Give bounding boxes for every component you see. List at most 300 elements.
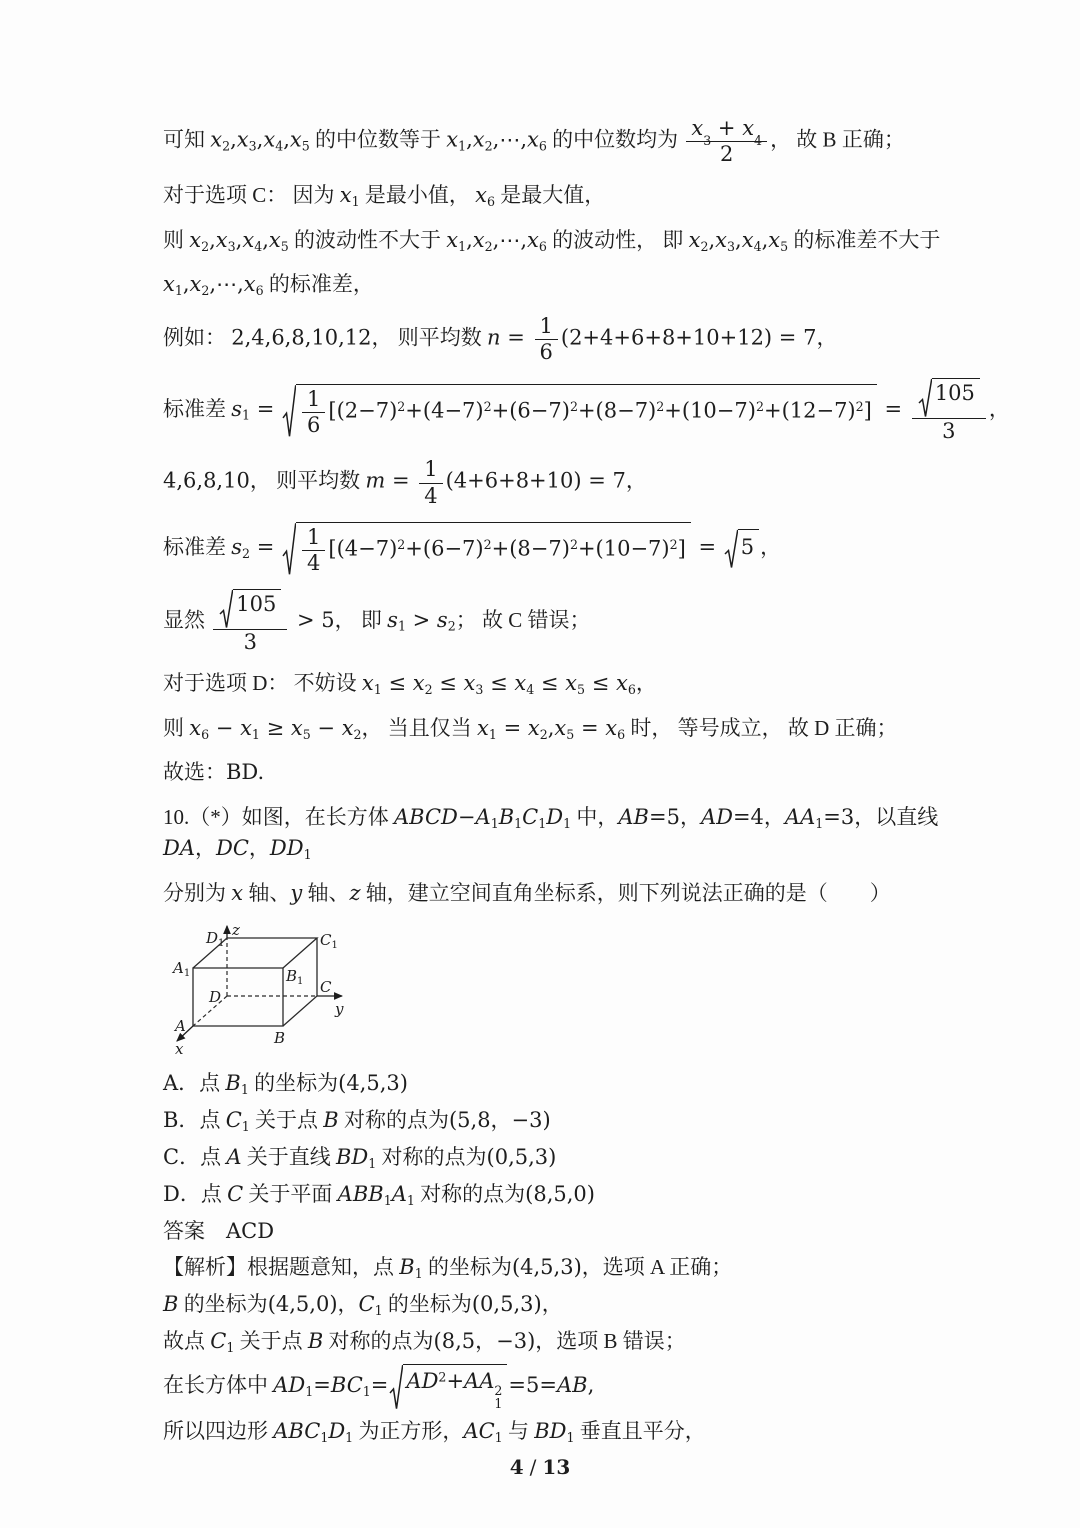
- subscript: 1: [351, 194, 360, 210]
- fraction-denominator: [302, 551, 325, 576]
- math-upright-run: ,⋯,: [209, 272, 244, 297]
- math-upright-run: C．: [163, 1145, 201, 1169]
- math-upright-run: ,: [708, 227, 716, 252]
- line-question-10-stem-cont: [163, 878, 970, 910]
- math-italic-run: x: [263, 127, 276, 152]
- math-upright-run: 4: [424, 483, 438, 508]
- superscript: 2: [669, 537, 678, 553]
- line-option-d-proof: [163, 713, 970, 745]
- math-italic-run: x: [210, 127, 223, 152]
- math-upright-run: ,: [735, 227, 742, 252]
- math-italic-run: x: [243, 272, 256, 297]
- page-number-total: 13: [542, 1455, 571, 1480]
- math-upright-run: ,⋯,: [492, 227, 528, 252]
- superscript: 2: [483, 399, 492, 415]
- superscript: 2: [569, 399, 578, 415]
- math-italic-run: DA: [163, 836, 196, 861]
- math-upright-run: (0,5,3): [471, 1292, 542, 1317]
- subscript: 1: [251, 726, 260, 742]
- math-upright-run: +: [446, 1368, 465, 1393]
- math-upright-run: ,: [283, 127, 290, 152]
- math-italic-run: AA: [784, 804, 816, 829]
- math-italic-run: y: [290, 880, 303, 905]
- text-run: 与: [502, 1419, 535, 1444]
- math-italic-run: C: [522, 804, 539, 829]
- subscript: 1: [320, 1430, 329, 1445]
- math-upright-run: D．: [163, 1181, 201, 1206]
- edge-front-face: [193, 968, 283, 1026]
- math-italic-run: x: [242, 227, 255, 252]
- text-run: 在长方体中: [163, 1372, 274, 1397]
- solution-text-block-bottom: [163, 1069, 970, 1447]
- math-upright-run: ≤: [534, 671, 566, 696]
- cuboid-diagram: [165, 922, 355, 1057]
- subscript: 2: [484, 238, 493, 254]
- text-run: 10.（*）如图，在长方体: [163, 804, 394, 829]
- radical-sign-icon: [724, 529, 738, 569]
- text-run: 例如：: [163, 325, 232, 350]
- subscript: 6: [201, 726, 210, 742]
- subscript: 4: [275, 138, 284, 154]
- text-run: 则: [163, 227, 190, 252]
- math-italic-run: x: [412, 671, 425, 696]
- math-upright-run: −: [457, 804, 476, 829]
- math-italic-run: B: [307, 1329, 324, 1354]
- math-italic-run: BD: [336, 1145, 369, 1169]
- text-run: 答案: [163, 1218, 205, 1243]
- math-italic-run: x: [768, 227, 781, 252]
- label-B1: $B_1$: [286, 967, 304, 988]
- text-run: ，: [635, 671, 657, 696]
- text-run: 轴、: [302, 880, 350, 905]
- math-italic-run: C: [227, 1181, 244, 1206]
- math-italic-run: x: [339, 183, 352, 208]
- subscript: 1: [538, 815, 547, 831]
- subscript: 2: [484, 138, 493, 154]
- line-volatility: [163, 225, 970, 257]
- text-run: 故点: [163, 1329, 211, 1354]
- fraction-denominator: [715, 142, 738, 167]
- text-run: 的坐标为: [382, 1292, 472, 1317]
- math-upright-run: ,: [235, 227, 243, 252]
- line-compare-conclusion: [163, 589, 970, 655]
- math-upright-run: 6: [307, 413, 321, 438]
- math-italic-run: B: [498, 804, 515, 829]
- math-upright-run: (4,5,3): [338, 1071, 408, 1096]
- subscript: 1: [458, 138, 467, 154]
- math-upright-run: (4,5,0): [267, 1292, 338, 1317]
- text-run: 对于选项 C： 因为: [163, 183, 340, 208]
- math-upright-run: −: [209, 715, 241, 740]
- line-final-answer-9: [163, 757, 970, 789]
- math-upright-run: 1: [539, 313, 553, 338]
- fraction: [213, 589, 287, 655]
- text-run: 点: [200, 1181, 228, 1206]
- math-italic-run: AB: [556, 1372, 588, 1397]
- text-run: 则: [163, 715, 190, 740]
- math-upright-run: ,: [761, 227, 769, 252]
- radical-sign-icon: [282, 384, 296, 438]
- text-run: 的标准差，: [263, 272, 374, 297]
- fraction-numerator: [213, 589, 287, 630]
- math-italic-run: x: [615, 671, 628, 696]
- math-italic-run: ABC: [273, 1419, 321, 1444]
- subscript: 1: [397, 618, 406, 634]
- math-upright-run: 105: [236, 592, 277, 617]
- text-run: 的中位数等于: [309, 127, 447, 152]
- radical-sign-icon: [282, 522, 296, 576]
- subscript: 3: [248, 138, 257, 154]
- fraction: [535, 314, 558, 365]
- subscript: 1: [494, 1430, 503, 1445]
- text-run: ， 则平均数: [249, 468, 366, 493]
- subscript: 3: [475, 682, 484, 698]
- math-upright-run: +(8−7): [491, 536, 570, 561]
- text-run: 为正方形，: [353, 1419, 464, 1444]
- subscript: 1: [514, 815, 523, 831]
- fraction-denominator: [937, 419, 960, 444]
- math-upright-run: >: [405, 608, 437, 633]
- math-italic-run: x: [446, 127, 459, 152]
- radicand: [296, 384, 877, 438]
- subscript: 5: [566, 726, 575, 742]
- subscript: 2: [201, 283, 210, 299]
- math-italic-run: x: [240, 715, 252, 740]
- math-italic-run: x: [554, 715, 567, 740]
- math-upright-run: 3: [942, 419, 956, 444]
- math-italic-run: x: [163, 272, 175, 297]
- subscript: 1: [240, 1082, 249, 1098]
- math-italic-run: x: [742, 116, 755, 140]
- math-italic-run: B: [399, 1255, 415, 1280]
- text-run: 垂直且平分，: [574, 1419, 706, 1444]
- math-upright-run: ,: [182, 272, 190, 297]
- math-italic-run: x: [189, 715, 202, 740]
- radical-sign-icon: [219, 589, 233, 629]
- text-run: 标准差: [163, 534, 232, 559]
- subscript: 2: [242, 545, 251, 561]
- cuboid-figure: [165, 922, 355, 1057]
- label-y-axis: y: [335, 1000, 344, 1019]
- text-run: ，: [988, 397, 1010, 422]
- text-run: 分别为: [163, 880, 232, 905]
- text-run: 是最小值，: [359, 183, 476, 208]
- math-upright-run: +(6−7): [405, 536, 484, 561]
- fraction: [419, 457, 442, 508]
- text-run: 的波动性不大于: [288, 227, 447, 252]
- math-upright-run: ≤: [585, 671, 616, 696]
- math-upright-run: 4,6,8,10: [163, 468, 250, 493]
- math-italic-run: s: [231, 397, 243, 422]
- math-upright-run: 1: [307, 387, 321, 412]
- text-run: 的波动性， 即: [546, 227, 689, 252]
- math-upright-run: (8,5，−3): [433, 1329, 536, 1354]
- subscript: 6: [486, 194, 495, 210]
- subscript: 2: [424, 682, 433, 698]
- radical: [282, 384, 877, 438]
- math-upright-run: ACD: [205, 1218, 275, 1243]
- math-italic-run: x: [715, 227, 728, 252]
- math-upright-run: +(8−7): [577, 398, 657, 423]
- math-italic-run: x: [361, 671, 374, 696]
- stack-superscript: 2: [494, 1382, 503, 1398]
- fraction-numerator: [535, 314, 558, 340]
- fraction: [912, 378, 986, 444]
- document-content: [163, 116, 1010, 1447]
- label-A1: $A_1$: [173, 959, 191, 980]
- math-italic-run: BD: [534, 1419, 567, 1444]
- text-run: 关于点: [234, 1329, 308, 1354]
- math-upright-run: =: [574, 715, 606, 740]
- math-upright-run: −: [310, 715, 342, 740]
- text-run: ，: [679, 804, 701, 829]
- math-italic-run: x: [446, 227, 459, 252]
- subscript: 1: [373, 682, 382, 698]
- subscript: 1: [406, 1192, 415, 1208]
- math-upright-run: 2,4,6,8,10,12: [231, 325, 372, 350]
- text-run: ，: [816, 325, 838, 350]
- subscript: 2: [700, 238, 709, 254]
- text-run: 的中位数均为: [546, 127, 684, 152]
- radical: [724, 529, 759, 569]
- text-run: ； 故 C 错误；: [455, 608, 591, 633]
- math-upright-run: +(6−7): [491, 398, 570, 423]
- answer-line: [163, 1217, 970, 1247]
- radicand: [403, 1364, 507, 1410]
- subscript: 5: [302, 726, 311, 742]
- label-C1: $C_1$: [320, 931, 338, 952]
- math-italic-run: m: [365, 468, 386, 493]
- analysis-line-1: [163, 1253, 970, 1283]
- subscript: 1: [305, 1383, 314, 1399]
- math-italic-run: ABB: [337, 1181, 384, 1206]
- math-upright-run: =: [313, 1372, 331, 1397]
- text-run: 【解析】根据题意知，点: [163, 1255, 400, 1280]
- math-italic-run: B: [323, 1108, 339, 1133]
- text-run: 所以四边形: [163, 1419, 274, 1444]
- text-run: ，选项 A 正确；: [581, 1255, 733, 1280]
- label-z-axis: z: [232, 922, 240, 940]
- math-upright-run: 1: [424, 457, 438, 482]
- sup-sub-stack: [494, 1384, 502, 1410]
- subscript: 6: [627, 682, 636, 698]
- math-upright-run: =: [877, 397, 909, 422]
- superscript: 2: [397, 399, 406, 415]
- math-upright-run: ≥: [259, 715, 291, 740]
- line-volatility-cont: [163, 269, 970, 301]
- math-italic-run: x: [605, 715, 618, 740]
- math-upright-run: ]: [863, 398, 872, 423]
- math-italic-run: n: [487, 325, 501, 350]
- radicand: [932, 378, 980, 418]
- analysis-line-3: [163, 1327, 970, 1357]
- text-run: 轴、: [243, 880, 291, 905]
- option-c: [163, 1143, 970, 1173]
- page-number-current: 4: [509, 1455, 524, 1480]
- math-upright-run: (2+4+6+8+10+12) = 7: [560, 325, 817, 350]
- math-italic-run: x: [741, 227, 754, 252]
- text-run: 显然: [163, 608, 211, 633]
- math-italic-run: B: [163, 1292, 179, 1317]
- math-upright-run: =5=: [508, 1372, 557, 1397]
- text-run: 时， 等号成立， 故 D 正确；: [625, 715, 898, 740]
- subscript: 2: [222, 138, 231, 154]
- math-upright-run: =3: [823, 804, 855, 829]
- math-upright-run: ,: [547, 715, 555, 740]
- math-upright-run: 4: [307, 551, 321, 575]
- subscript: 5: [280, 238, 289, 254]
- math-italic-run: AB: [618, 804, 649, 829]
- analysis-line-2: [163, 1290, 970, 1320]
- math-upright-run: ≤: [432, 671, 464, 696]
- line-median-conclusion: [163, 116, 970, 167]
- math-italic-run: x: [289, 127, 302, 152]
- math-upright-run: =: [250, 397, 281, 422]
- text-run: ， 则平均数: [371, 325, 488, 350]
- line-option-c-intro: [163, 180, 970, 212]
- fraction: [302, 525, 325, 576]
- math-italic-run: x: [691, 116, 704, 140]
- math-upright-run: ≤: [381, 671, 413, 696]
- math-upright-run: 2: [720, 142, 734, 167]
- subscript: 1: [174, 283, 183, 299]
- math-italic-run: A: [391, 1181, 407, 1206]
- subscript: 5: [577, 682, 586, 698]
- text-run: ，: [625, 468, 647, 493]
- page-number-separator: /: [529, 1455, 537, 1480]
- text-run: 点: [200, 1145, 227, 1169]
- fraction-numerator: [419, 457, 442, 483]
- fraction: [302, 387, 325, 438]
- line-example-mean-m: [163, 457, 970, 508]
- math-italic-run: x: [189, 272, 202, 297]
- math-italic-run: x: [268, 227, 281, 252]
- superscript: 2: [438, 1369, 447, 1385]
- radical-sign-icon: [918, 378, 932, 418]
- subscript: 6: [538, 138, 547, 154]
- math-italic-run: A: [475, 804, 491, 829]
- subscript: 6: [617, 726, 626, 742]
- radical: [918, 378, 980, 418]
- subscript: 1: [458, 238, 467, 254]
- text-run: 中，: [571, 804, 619, 829]
- subscript: 2: [201, 238, 210, 254]
- math-italic-run: C: [358, 1292, 375, 1317]
- text-run: 对称的点为: [376, 1145, 487, 1169]
- radicand: [233, 589, 281, 629]
- analysis-line-4: [163, 1364, 970, 1410]
- fraction-denominator: [239, 630, 262, 655]
- math-upright-run: =: [691, 534, 723, 559]
- math-upright-run: =5: [648, 804, 680, 829]
- math-italic-run: s: [387, 608, 398, 633]
- math-italic-run: AC: [463, 1419, 495, 1444]
- superscript: 2: [483, 537, 492, 553]
- math-italic-run: z: [349, 880, 361, 905]
- math-upright-run: 5: [740, 535, 755, 559]
- subscript: 3: [727, 238, 736, 254]
- math-italic-run: x: [688, 227, 701, 252]
- option-d: [163, 1180, 970, 1210]
- subscript: 4: [526, 682, 535, 698]
- math-upright-run: 1: [307, 524, 321, 549]
- subscript: 2: [539, 726, 548, 742]
- math-italic-run: DC: [216, 836, 249, 861]
- superscript: 2: [855, 399, 864, 415]
- math-italic-run: D: [328, 1419, 346, 1444]
- superscript: 2: [397, 537, 406, 553]
- text-run: ，: [541, 1292, 563, 1317]
- math-upright-run: ,⋯,: [492, 127, 528, 152]
- math-italic-run: x: [527, 227, 539, 252]
- line-option-d-intro: [163, 668, 970, 700]
- subscript: 1: [362, 1383, 371, 1399]
- math-upright-run: [(4−7): [328, 536, 398, 561]
- text-run: 对称的点为: [323, 1329, 434, 1354]
- math-italic-run: x: [477, 715, 489, 740]
- subscript: 2: [447, 618, 456, 634]
- subscript: 1: [226, 1339, 235, 1355]
- math-upright-run: ,: [230, 127, 237, 152]
- math-italic-run: B: [225, 1071, 241, 1096]
- text-run: ，: [337, 1292, 359, 1317]
- math-italic-run: s: [436, 608, 448, 633]
- line-question-10-stem: [163, 802, 970, 865]
- text-run: ，: [195, 836, 217, 861]
- math-upright-run: (5,8，−3): [448, 1108, 551, 1133]
- math-italic-run: A: [226, 1145, 242, 1169]
- text-run: ， 当且仅当: [361, 715, 478, 740]
- text-run: 点: [199, 1108, 226, 1133]
- math-italic-run: AA: [464, 1368, 495, 1393]
- label-D1: $D_1$: [206, 929, 225, 950]
- fraction-numerator: x 3 + x 4: [686, 116, 767, 142]
- subscript: 2: [353, 726, 362, 742]
- fraction-denominator: [535, 340, 558, 365]
- text-run: 关于点: [249, 1108, 324, 1133]
- subscript: 1: [241, 1118, 250, 1134]
- fraction-denominator: [302, 413, 325, 438]
- math-italic-run: x: [215, 227, 228, 252]
- line-stddev-s1: [163, 378, 1010, 444]
- math-italic-run: C: [225, 1108, 242, 1133]
- math-upright-run: (0,5,3): [486, 1145, 557, 1169]
- math-upright-run: ,: [262, 227, 269, 252]
- math-italic-run: AD: [700, 804, 733, 829]
- math-italic-run: x: [514, 671, 527, 696]
- text-run: 对称的点为: [338, 1108, 449, 1133]
- text-run: 是最大值，: [494, 183, 606, 208]
- math-italic-run: x: [475, 183, 487, 208]
- text-run: 轴，建立空间直角坐标系，则下列说法正确的是（ ）: [360, 880, 891, 905]
- math-upright-run: A．: [163, 1071, 200, 1096]
- math-upright-run: =: [496, 715, 528, 740]
- math-upright-run: ≤: [483, 671, 515, 696]
- math-italic-run: DD: [269, 836, 304, 861]
- subscript: 1: [303, 847, 312, 863]
- text-run: 的坐标为: [178, 1292, 268, 1317]
- fraction-numerator: [302, 525, 325, 551]
- text-run: 对于选项 D： 不妨设: [163, 671, 362, 696]
- math-upright-run: =: [385, 468, 417, 493]
- subscript: 3: [227, 238, 236, 254]
- math-upright-run: =: [370, 1372, 389, 1397]
- text-run: ， 故 B 正确；: [770, 127, 905, 152]
- subscript: 6: [538, 238, 547, 254]
- option-b: [163, 1106, 970, 1136]
- math-upright-run: ]: [677, 536, 686, 561]
- math-italic-run: D: [546, 804, 564, 829]
